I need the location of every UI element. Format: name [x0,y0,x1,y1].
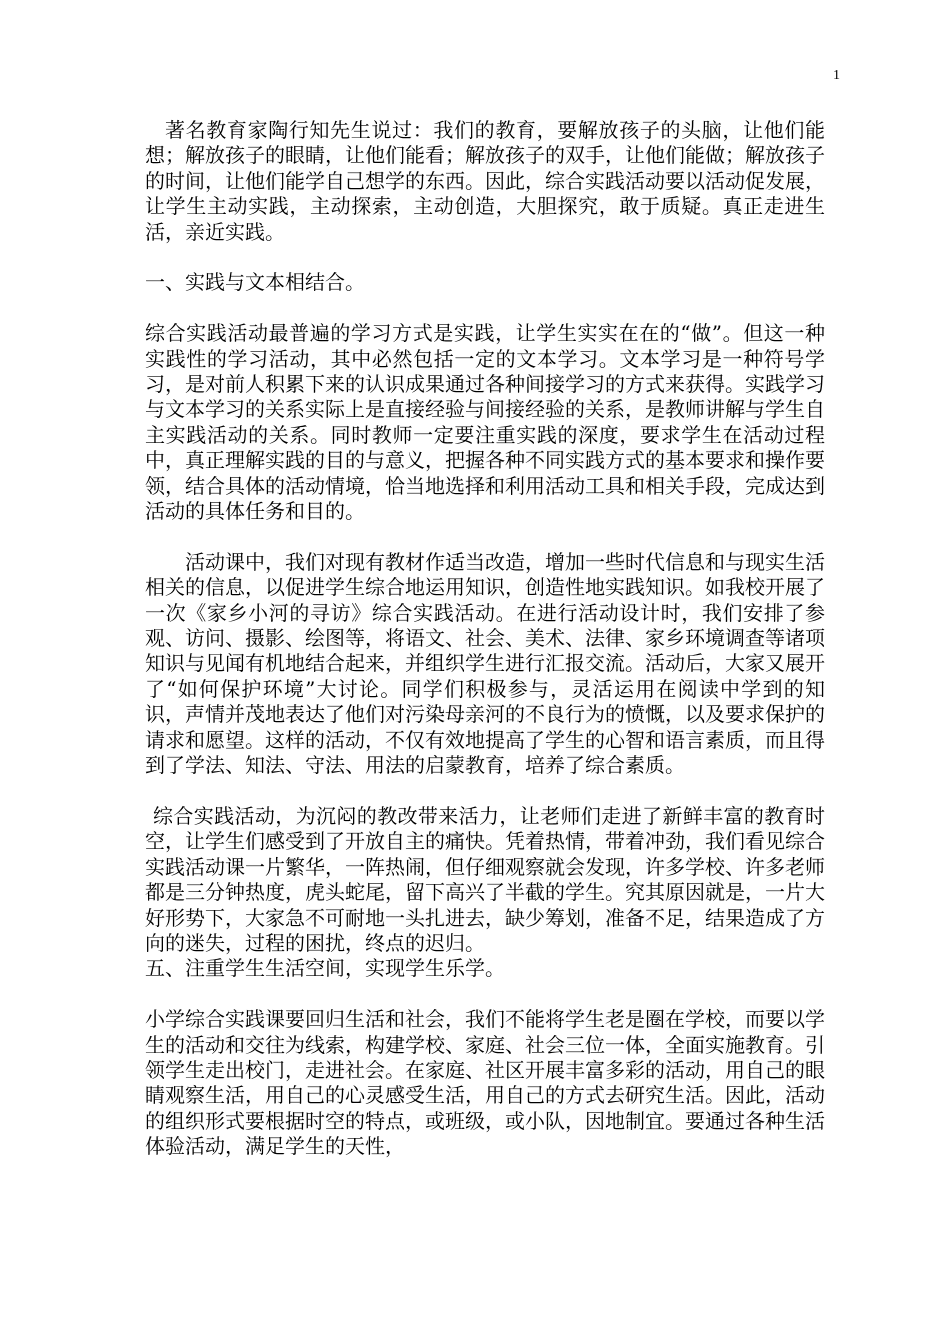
section-heading-1: 一、实践与文本相结合。 [145,270,365,295]
page-number: 1 [833,68,840,83]
paragraph-intro: 著名教育家陶行知先生说过：我们的教育，要解放孩子的头脑，让他们能想；解放孩子的眼睛，让他们能看；解放孩子的双手，让他们能做；解放孩子的时间，让他们能学自己想学的东西。因此，综合实践活动要以活动促发展，让学生主动实践，主动探索，主动创造，大胆探究，敢于质疑。真正走进生活，亲近实践。 [145,118,825,244]
paragraph-gap [145,982,825,1007]
paragraph-gap [145,779,825,804]
paragraph-gap [145,245,825,270]
paragraph-life-space: 小学综合实践课要回归生活和社会，我们不能将学生老是圈在学校，而要以学生的活动和交往为线索，构建学校、家庭、社会三位一体，全面实施教育。引领学生走出校门，走进社会。在家庭、社区开展丰富多彩的活动，用自己的眼睛观察生活，用自己的心灵感受生活，用自己的方式去研究生活。因此，活动的组织形式要根据时空的特点，或班级，或小队，因地制宜。要通过各种生活体验活动，满足学生的天性， [145,1007,825,1159]
paragraph-gap [145,296,825,321]
paragraph-activity-class: 活动课中，我们对现有教材作适当改造，增加一些时代信息和与现实生活相关的信息，以促进学生综合地运用知识，创造性地实践知识。如我校开展了一次《家乡小河的寻访》综合实践活动。在进行活动设计时，我们安排了参观、访问、摄影、绘图等，将语文、社会、美术、法律、家乡环境调查等诸项知识与见闻有机地结合起来，并组织学生进行汇报交流。活动后，大家又展开了“如何保护环境”大讨论。同学们积极参与，灵活运用在阅读中学到的知识，声情并茂地表达了他们对污染母亲河的不良行为的愤慨，以及要求保护的请求和愿望。这样的活动，不仅有效地提高了学生的心智和语言素质，而且得到了学法、知法、守法、用法的启蒙教育，培养了综合素质。 [145,549,825,778]
paragraph-comprehensive-practice: 综合实践活动，为沉闷的教改带来活力，让老师们走进了新鲜丰富的教育时空，让学生们感受到了开放自主的痛快。凭着热情，带着冲劲，我们看见综合实践活动课一片繁华，一阵热闹，但仔细观察就会发现，许多学校、许多老师都是三分钟热度，虎头蛇尾，留下高兴了半截的学生。究其原因就是，一片大好形势下，大家急不可耐地一头扎进去，缺少筹划，准备不足，结果造成了方向的迷失，过程的困扰，终点的迟归。 [145,803,825,955]
paragraph-practice-text: 综合实践活动最普遍的学习方式是实践，让学生实实在在的“做”。但这一种实践性的学习活动，其中必然包括一定的文本学习。文本学习是一种符号学习，是对前人积累下来的认识成果通过各种间接学习的方式来获得。实践学习与文本学习的关系实际上是直接经验与间接经验的关系，是教师讲解与学生自主实践活动的关系。同时教师一定要注重实践的深度，要求学生在活动过程中，真正理解实践的目的与意义，把握各种不同实践方式的基本要求和操作要领，结合具体的活动情境，恰当地选择和利用活动工具和相关手段，完成达到活动的具体任务和目的。 [145,321,825,524]
paragraph-gap [145,524,825,549]
document-body [145,118,825,1160]
section-heading-5: 五、注重学生生活空间，实现学生乐学。 [145,956,505,981]
